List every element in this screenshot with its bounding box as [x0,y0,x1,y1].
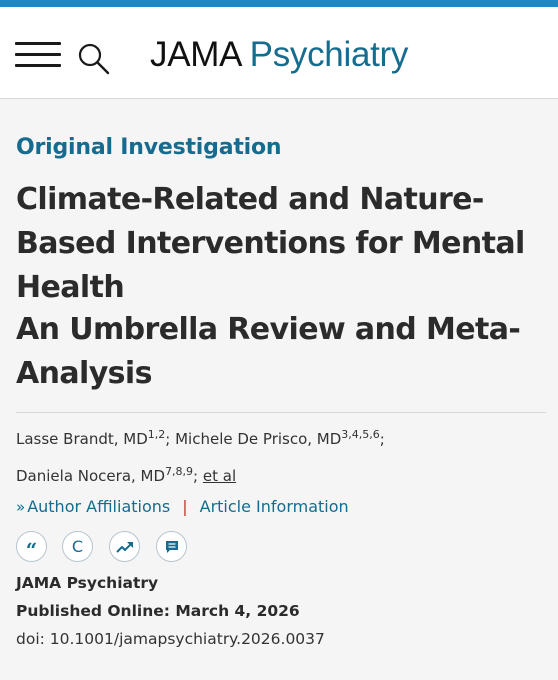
article-type[interactable]: Original Investigation [16,135,282,160]
author-separator: ; [193,467,199,485]
double-chevron-right-icon: » [16,498,26,516]
menu-line [15,53,61,56]
site-header [0,0,558,99]
publication-date: Published Online: March 4, 2026 [16,602,300,620]
author-line [16,421,546,458]
article-title: Climate-Related and Nature-Based Interventions for Mental Health [16,182,525,305]
author-list [16,412,546,495]
author-name[interactable]: Daniela Nocera, MD [16,467,166,485]
journal-logo[interactable] [150,33,408,77]
author-name[interactable]: Lasse Brandt, MD [16,430,148,448]
search-icon-glyph [76,41,112,77]
article-information-link[interactable]: Article Information [199,497,349,516]
author-separator: ; [165,430,171,448]
journal-name: JAMA Psychiatry [16,574,159,592]
quote-glyph: “ [25,537,38,562]
trending-metrics-icon[interactable] [109,531,140,562]
article-info-links [16,497,349,516]
article-subtitle: An Umbrella Review and Meta-Analysis [16,312,521,391]
logo-jama: JAMA [150,35,241,74]
author-line [16,458,546,495]
copyright-glyph: C [71,536,84,556]
hamburger-menu-icon[interactable] [15,40,63,70]
comment-icon[interactable] [156,531,187,562]
et-al-link[interactable]: et al [202,467,237,485]
search-icon[interactable] [76,41,112,77]
author-affiliations-label: Author Affiliations [27,497,171,516]
author-separator: ; [379,430,385,448]
author-affiliation-ref[interactable]: 1,2 [147,428,166,441]
copyright-icon[interactable] [62,531,93,562]
link-separator: | [182,497,188,516]
author-affiliation-ref[interactable]: 3,4,5,6 [341,428,380,441]
author-name[interactable]: Michele De Prisco, MD [175,430,342,448]
comment-bubble-glyph [164,539,180,555]
menu-line [15,42,61,45]
author-affiliations-link[interactable] [16,497,170,516]
logo-psychiatry: Psychiatry [249,35,409,74]
trending-arrow-glyph [116,540,134,554]
quote-icon[interactable] [16,531,47,562]
author-affiliation-ref[interactable]: 7,8,9 [165,465,194,478]
doi[interactable]: doi: 10.1001/jamapsychiatry.2026.0037 [16,630,325,648]
menu-line [15,64,61,67]
